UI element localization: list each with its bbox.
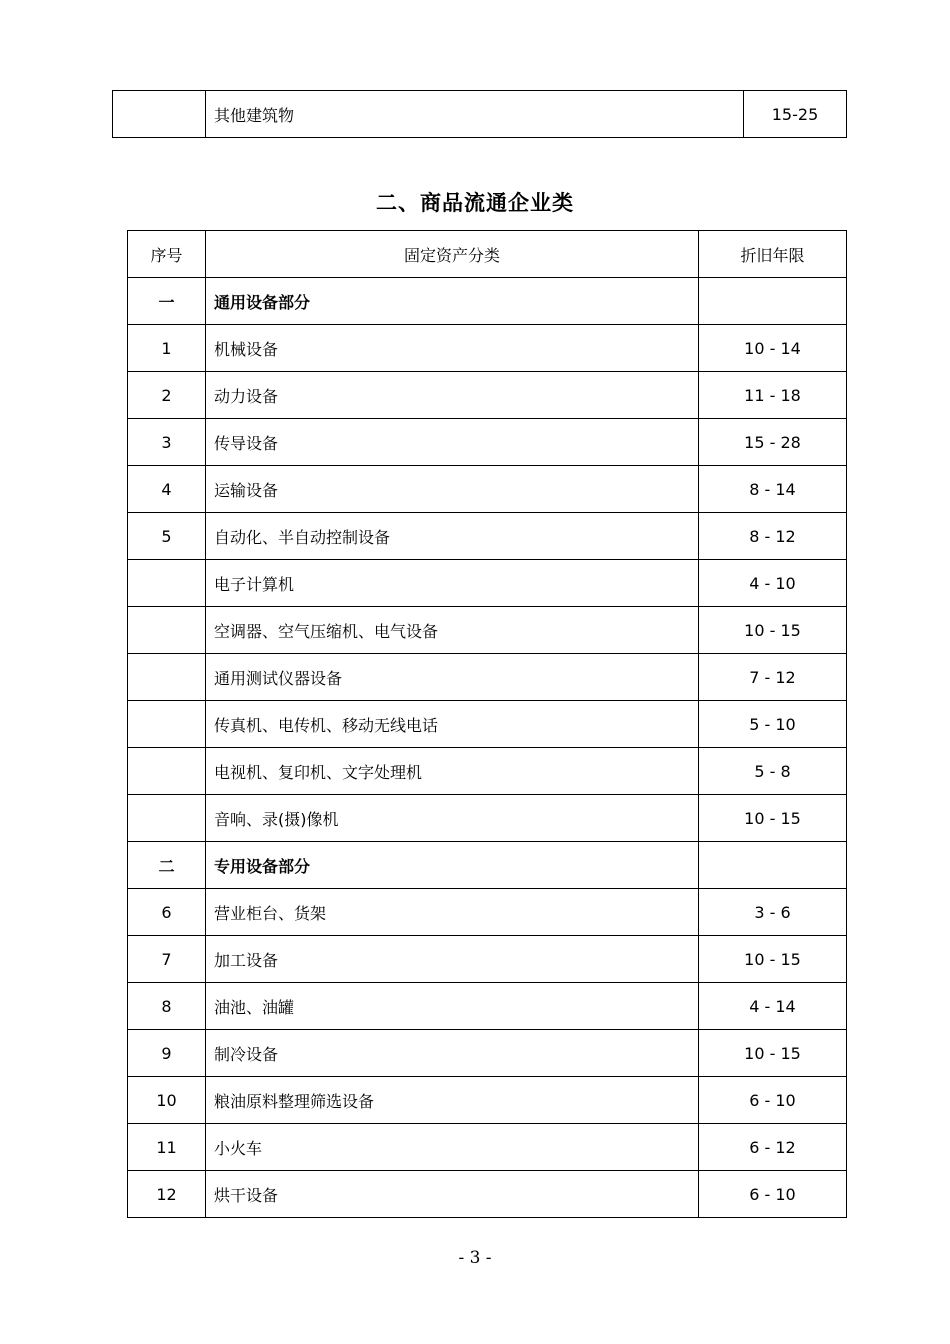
- row-name: 油池、油罐: [206, 983, 699, 1030]
- row-name: 音响、录(摄)像机: [206, 795, 699, 842]
- row-name: 加工设备: [206, 936, 699, 983]
- row-years: 8 - 14: [699, 466, 847, 513]
- header-years: 折旧年限: [699, 231, 847, 278]
- row-years: 11 - 18: [699, 372, 847, 419]
- row-years: 10 - 14: [699, 325, 847, 372]
- row-name: 机械设备: [206, 325, 699, 372]
- table-row: [128, 654, 847, 701]
- row-name: 专用设备部分: [206, 842, 699, 889]
- row-years: 10 - 15: [699, 1030, 847, 1077]
- row-name: 电视机、复印机、文字处理机: [206, 748, 699, 795]
- row-name: 营业柜台、货架: [206, 889, 699, 936]
- page-number: - 3 -: [458, 1248, 492, 1268]
- row-name: 制冷设备: [206, 1030, 699, 1077]
- row-num: 3: [128, 419, 206, 466]
- row-years: 5 - 10: [699, 701, 847, 748]
- row-num: 7: [128, 936, 206, 983]
- row-num: [128, 654, 206, 701]
- row-name: 其他建筑物: [206, 91, 744, 138]
- continued-table: [112, 90, 847, 138]
- row-years: 8 - 12: [699, 513, 847, 560]
- table-row: [128, 419, 847, 466]
- row-years: 15 - 28: [699, 419, 847, 466]
- row-years: 10 - 15: [699, 607, 847, 654]
- row-years: 3 - 6: [699, 889, 847, 936]
- table-row: [128, 278, 847, 325]
- table-row: [128, 466, 847, 513]
- row-years: 10 - 15: [699, 936, 847, 983]
- table-row: [128, 983, 847, 1030]
- section-title: 二、商品流通企业类: [376, 191, 574, 215]
- row-name: 烘干设备: [206, 1171, 699, 1218]
- table-row: [128, 1171, 847, 1218]
- row-num: 11: [128, 1124, 206, 1171]
- row-years: 5 - 8: [699, 748, 847, 795]
- row-name: 通用测试仪器设备: [206, 654, 699, 701]
- table-row: [128, 1077, 847, 1124]
- row-years: 10 - 15: [699, 795, 847, 842]
- row-name: 动力设备: [206, 372, 699, 419]
- row-years: 6 - 12: [699, 1124, 847, 1171]
- row-name: 运输设备: [206, 466, 699, 513]
- row-name: 粮油原料整理筛选设备: [206, 1077, 699, 1124]
- row-num: 5: [128, 513, 206, 560]
- row-name: 自动化、半自动控制设备: [206, 513, 699, 560]
- row-num: 1: [128, 325, 206, 372]
- row-name: 传真机、电传机、移动无线电话: [206, 701, 699, 748]
- row-years: 15-25: [744, 91, 847, 138]
- table-row: [128, 795, 847, 842]
- row-name: 电子计算机: [206, 560, 699, 607]
- row-years: [699, 278, 847, 325]
- row-years: 6 - 10: [699, 1171, 847, 1218]
- table-header-row: [128, 231, 847, 278]
- row-num: 4: [128, 466, 206, 513]
- table-row: [113, 91, 847, 138]
- row-num: 一: [128, 278, 206, 325]
- table-row: [128, 513, 847, 560]
- table-row: [128, 889, 847, 936]
- table-row: [128, 607, 847, 654]
- row-num: [128, 560, 206, 607]
- row-name: 小火车: [206, 1124, 699, 1171]
- row-name: 通用设备部分: [206, 278, 699, 325]
- table-row: [128, 936, 847, 983]
- row-num: [128, 748, 206, 795]
- table-row: [128, 325, 847, 372]
- row-num: [113, 91, 206, 138]
- row-num: 12: [128, 1171, 206, 1218]
- row-num: 10: [128, 1077, 206, 1124]
- row-num: 9: [128, 1030, 206, 1077]
- header-name: 固定资产分类: [206, 231, 699, 278]
- table-row: [128, 842, 847, 889]
- row-years: [699, 842, 847, 889]
- row-years: 6 - 10: [699, 1077, 847, 1124]
- table-row: [128, 748, 847, 795]
- table-row: [128, 372, 847, 419]
- table-row: [128, 701, 847, 748]
- table-row: [128, 1124, 847, 1171]
- row-num: 6: [128, 889, 206, 936]
- header-num: 序号: [128, 231, 206, 278]
- depreciation-table: [127, 230, 847, 1218]
- table-row: [128, 560, 847, 607]
- row-years: 7 - 12: [699, 654, 847, 701]
- table-row: [128, 1030, 847, 1077]
- row-years: 4 - 10: [699, 560, 847, 607]
- row-num: 二: [128, 842, 206, 889]
- row-num: 8: [128, 983, 206, 1030]
- row-name: 传导设备: [206, 419, 699, 466]
- row-num: [128, 795, 206, 842]
- row-num: 2: [128, 372, 206, 419]
- row-num: [128, 607, 206, 654]
- row-num: [128, 701, 206, 748]
- row-name: 空调器、空气压缩机、电气设备: [206, 607, 699, 654]
- row-years: 4 - 14: [699, 983, 847, 1030]
